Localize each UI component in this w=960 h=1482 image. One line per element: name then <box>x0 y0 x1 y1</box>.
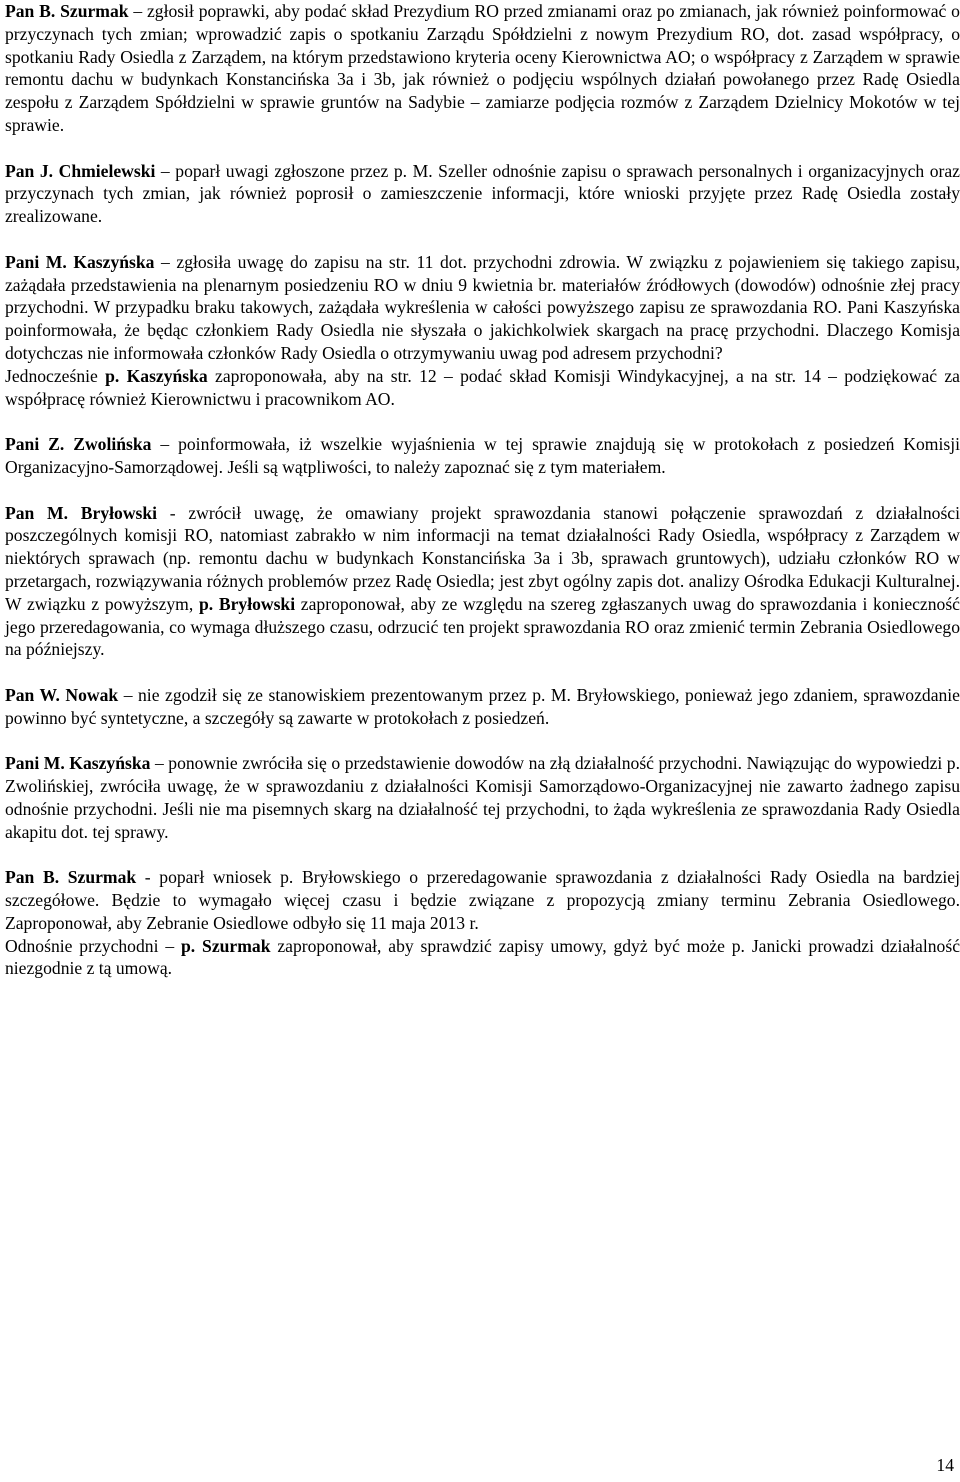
paragraph-gap <box>5 843 960 866</box>
paragraph <box>5 752 960 843</box>
paragraph <box>5 935 960 981</box>
speaker-name: Zwolińska <box>73 434 152 455</box>
speaker-name: p. Bryłowski <box>198 593 296 614</box>
page-number: 14 <box>936 1455 954 1475</box>
speaker-name: Szurmak <box>60 1 129 21</box>
paragraph <box>5 866 960 934</box>
paragraph-gap <box>5 661 960 684</box>
paragraph-gap <box>5 228 960 251</box>
paragraph-text: Odnośnie przychodni – <box>5 935 181 956</box>
paragraph-text: - poparł wniosek p. Bryłowskiego o przeredagowanie sprawozdania z działalności Rady Osiedla na bardziej szczegółowe. Będzie to wymagało więcej czasu i będzie związane z propozycją zmiany terminu Zebrania Osiedlowego. Zaproponował, aby Zebranie Osiedlowe odbyło się 11 maja 2013 r. <box>5 867 960 933</box>
paragraph-text: - zwrócił uwagę, że omawiany projekt sprawozdania stanowi połączenie sprawozdań z działalności poszczególnych komisji RO, natomiast zabrakło w nim informacji na temat działalności Rady Osiedla, współpracy z Zarządem w niektórych sprawach (np. remontu dachu w budynkach Konstancińska 3a i 3b, sprawach gruntowych), udziału członków RO w przetargach, rozwiązywania różnych problemów przez Radę Osiedla; jest zbyt ogólny zapis dot. analizy Ośrodka Edukacji Kulturalnej. W związku z powyższym, <box>5 502 960 614</box>
document-body <box>5 0 960 980</box>
paragraph-text: Jednocześnie <box>5 365 106 386</box>
paragraph-text: zaproponowała, aby na str. 12 – podać skład Komisji Windykacyjnej, a na str. 14 – podziękować za współpracę również Kierownictwu i pracownikom AO. <box>5 365 960 409</box>
paragraph <box>5 684 960 730</box>
paragraph <box>5 433 960 479</box>
paragraph-text: – poparł uwagi zgłoszone przez p. M. Szeller odnośnie zapisu o sprawach personalnych i organizacyjnych oraz przyczynach tych zmian, jak również poprosił o zamieszczenie informacji, które wnioski przyjęte przez Radę Osiedla zostały zrealizowane. <box>5 160 960 227</box>
speaker-name: Pani M. <box>5 251 74 272</box>
speaker-name: Pani M. <box>5 753 70 774</box>
speaker-name: Pan B. <box>5 1 61 21</box>
speaker-name: Chmielewski <box>58 160 156 181</box>
speaker-name: p. Szurmak <box>181 935 271 956</box>
paragraph-gap <box>5 479 960 502</box>
paragraph <box>5 502 960 662</box>
paragraph <box>5 251 960 365</box>
speaker-name: Szurmak <box>67 867 137 888</box>
paragraph-gap <box>5 137 960 160</box>
speaker-name: Bryłowski <box>80 502 158 523</box>
speaker-name: p. Kaszyńska <box>105 365 208 386</box>
paragraph-text: – poinformowała, iż wszelkie wyjaśnienia w tej sprawie znajdują się w protokołach z posiedzeń Komisji Organizacyjno-Samorządowej. Jeśli są wątpliwości, to należy zapoznać się z tym materiałem. <box>5 434 960 477</box>
speaker-name: Nowak <box>65 684 119 705</box>
paragraph <box>5 0 960 137</box>
paragraph-text: – ponownie zwróciła się o przedstawienie dowodów na złą działalność przychodni. Nawiązując do wypowiedzi p. Zwolińskiej, zwróciła uwagę, że w sprawozdaniu z działalności Komisji Samorządowo-Organizacyjnej nie zawarto żadnego zapisu odnośnie przychodni. Jeśli nie ma pisemnych skarg na działalność tej przychodni, to żąda wykreślenia ze sprawozdania Rady Osiedla akapitu dot. tej sprawy. <box>5 753 960 842</box>
paragraph <box>5 365 960 411</box>
paragraph-gap <box>5 410 960 433</box>
speaker-name: Pan B. <box>5 867 68 888</box>
paragraph-text: zaproponował, aby ze względu na szereg zgłaszanych uwag do sprawozdania i konieczność jego przeredagowania, co wymaga dłuższego czasu, odrzucić ten projekt sprawozdania RO oraz zmienić termin Zebrania Osiedlowego na późniejszy. <box>5 593 960 660</box>
speaker-name: Pani Z. <box>5 434 74 455</box>
speaker-name: Pan W. <box>5 684 66 705</box>
speaker-name: Pan J. <box>5 160 59 181</box>
paragraph-text: – nie zgodził się ze stanowiskiem prezentowanym przez p. M. Bryłowskiego, ponieważ jego zdaniem, sprawozdanie powinno być syntetyczne, a szczegóły są zawarte w protokołach z posiedzeń. <box>5 684 960 728</box>
paragraph-text: – zgłosiła uwagę do zapisu na str. 11 dot. przychodni zdrowia. W związku z pojawieniem się takiego zapisu, zażądała przedstawienia na plenarnym posiedzeniu RO w dniu 9 kwietnia br. materiałów źródłowych (dowodów) odnośnie złej pracy przychodni. W przypadku braku takowych, zażądała wykreślenia w całości powyższego zapisu ze sprawozdania RO. Pani Kaszyńska poinformowała, że będąc członkiem Rady Osiedla nie słyszała o jakichkolwiek skargach na pracę przychodni. Dlaczego Komisja dotychczas nie informowała członków Rady Osiedla o otrzymywaniu uwag pod adresem przychodni? <box>5 251 960 363</box>
paragraph-text: – zgłosił poprawki, aby podać skład Prezydium RO przed zmianami oraz po zmianach, jak również poinformować o przyczynach tych zmian; wprowadzić zapis o spotkaniu Zarządu Spółdzielni z nowym Prezydium RO, dot. zasad współpracy, o spotkaniu Rady Osiedla z Zarządem, na którym przedstawiono kryteria oceny Kierownictwa AO; o współpracy z Zarządem w sprawie remontu dachu w budynkach Konstancińska 3a i 3b, jak również o podjęciu wspólnych działań powołanego przez Radę Osiedla zespołu z Zarządem Spółdzielni w sprawie gruntów na Sadybie – zamiarze podjęcia rozmów z Zarządem Dzielnicy Mokotów w tej sprawie. <box>5 1 960 135</box>
paragraph <box>5 160 960 228</box>
paragraph-gap <box>5 730 960 753</box>
speaker-name: Kaszyńska <box>73 251 155 272</box>
paragraph-text: zaproponował, aby sprawdzić zapisy umowy, gdyż być może p. Janicki prowadzi działalność niezgodnie z tą umową. <box>5 935 960 979</box>
speaker-name: Pan M. <box>5 502 81 523</box>
speaker-name: Kaszyńska <box>69 753 151 774</box>
